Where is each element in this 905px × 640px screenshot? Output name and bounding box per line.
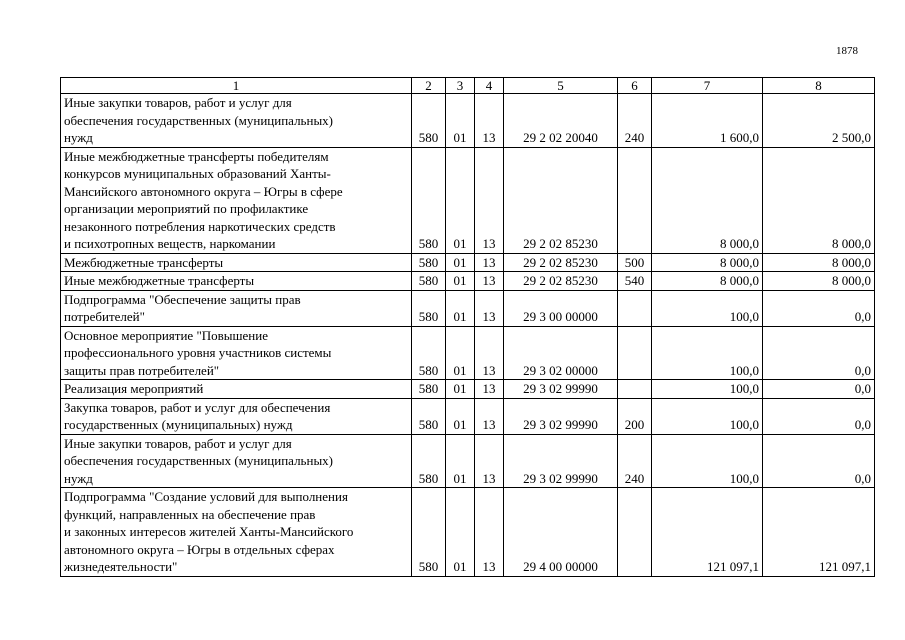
header-cell: 4 bbox=[475, 78, 504, 94]
code-subsection-cell: 13 bbox=[475, 434, 504, 488]
code-target-cell: 29 3 02 99990 bbox=[504, 398, 618, 434]
code-subsection-cell: 13 bbox=[475, 398, 504, 434]
code-section-cell: 01 bbox=[446, 147, 475, 253]
code-admin-cell: 580 bbox=[412, 398, 446, 434]
code-target-cell: 29 3 02 99990 bbox=[504, 380, 618, 399]
code-subsection-cell: 13 bbox=[475, 488, 504, 577]
code-expense-type-cell bbox=[618, 380, 652, 399]
code-admin-cell: 580 bbox=[412, 272, 446, 291]
row-name-cell: Подпрограмма "Обеспечение защиты прав потребителей" bbox=[61, 290, 412, 326]
code-section-cell: 01 bbox=[446, 398, 475, 434]
table-row bbox=[61, 290, 875, 326]
code-expense-type-cell bbox=[618, 290, 652, 326]
header-cell: 3 bbox=[446, 78, 475, 94]
table-row bbox=[61, 380, 875, 399]
table-row bbox=[61, 398, 875, 434]
amount-cell-8: 121 097,1 bbox=[763, 488, 875, 577]
row-name-cell: Основное мероприятие "Повышение профессионального уровня участников системы защиты прав потребителей" bbox=[61, 326, 412, 380]
header-cell: 2 bbox=[412, 78, 446, 94]
amount-cell-7: 100,0 bbox=[652, 380, 763, 399]
code-section-cell: 01 bbox=[446, 380, 475, 399]
code-section-cell: 01 bbox=[446, 272, 475, 291]
amount-cell-7: 100,0 bbox=[652, 398, 763, 434]
code-section-cell: 01 bbox=[446, 94, 475, 148]
amount-cell-8: 0,0 bbox=[763, 326, 875, 380]
row-name-cell: Подпрограмма "Создание условий для выполнения функций, направленных на обеспечение прав и законных интересов жителей Ханты-Мансийского автономного округа – Югры в отдельных сферах жизнедеятельности" bbox=[61, 488, 412, 577]
row-name-cell: Иные закупки товаров, работ и услуг для обеспечения государственных (муниципальных) нужд bbox=[61, 94, 412, 148]
budget-table bbox=[60, 77, 875, 577]
code-expense-type-cell bbox=[618, 326, 652, 380]
row-name-cell: Реализация мероприятий bbox=[61, 380, 412, 399]
table-row bbox=[61, 147, 875, 253]
row-name-cell: Иные межбюджетные трансферты победителям конкурсов муниципальных образований Ханты- Мансийского автономного округа – Югры в сфере организации мероприятий по профилактике незаконного потребления наркотических средств и психотропных веществ, наркомании bbox=[61, 147, 412, 253]
amount-cell-7: 100,0 bbox=[652, 434, 763, 488]
page-number: 1878 bbox=[836, 45, 858, 57]
code-section-cell: 01 bbox=[446, 488, 475, 577]
table-row bbox=[61, 272, 875, 291]
row-name-cell: Межбюджетные трансферты bbox=[61, 253, 412, 272]
code-expense-type-cell: 240 bbox=[618, 94, 652, 148]
amount-cell-7: 121 097,1 bbox=[652, 488, 763, 577]
amount-cell-7: 8 000,0 bbox=[652, 272, 763, 291]
code-expense-type-cell: 540 bbox=[618, 272, 652, 291]
code-admin-cell: 580 bbox=[412, 94, 446, 148]
code-expense-type-cell bbox=[618, 488, 652, 577]
amount-cell-7: 8 000,0 bbox=[652, 253, 763, 272]
code-section-cell: 01 bbox=[446, 434, 475, 488]
table-row bbox=[61, 253, 875, 272]
code-target-cell: 29 3 00 00000 bbox=[504, 290, 618, 326]
code-subsection-cell: 13 bbox=[475, 290, 504, 326]
code-subsection-cell: 13 bbox=[475, 147, 504, 253]
amount-cell-7: 100,0 bbox=[652, 326, 763, 380]
header-row bbox=[61, 78, 875, 94]
code-subsection-cell: 13 bbox=[475, 94, 504, 148]
amount-cell-8: 8 000,0 bbox=[763, 147, 875, 253]
amount-cell-8: 0,0 bbox=[763, 434, 875, 488]
amount-cell-8: 0,0 bbox=[763, 398, 875, 434]
table-body bbox=[61, 78, 875, 577]
code-admin-cell: 580 bbox=[412, 253, 446, 272]
code-expense-type-cell: 500 bbox=[618, 253, 652, 272]
amount-cell-7: 100,0 bbox=[652, 290, 763, 326]
code-subsection-cell: 13 bbox=[475, 326, 504, 380]
code-admin-cell: 580 bbox=[412, 290, 446, 326]
amount-cell-7: 8 000,0 bbox=[652, 147, 763, 253]
code-admin-cell: 580 bbox=[412, 326, 446, 380]
code-target-cell: 29 3 02 00000 bbox=[504, 326, 618, 380]
code-expense-type-cell bbox=[618, 147, 652, 253]
code-target-cell: 29 2 02 85230 bbox=[504, 272, 618, 291]
amount-cell-8: 0,0 bbox=[763, 290, 875, 326]
row-name-cell: Закупка товаров, работ и услуг для обеспечения государственных (муниципальных) нужд bbox=[61, 398, 412, 434]
code-admin-cell: 580 bbox=[412, 147, 446, 253]
header-cell: 5 bbox=[504, 78, 618, 94]
code-subsection-cell: 13 bbox=[475, 272, 504, 291]
code-subsection-cell: 13 bbox=[475, 380, 504, 399]
code-expense-type-cell: 240 bbox=[618, 434, 652, 488]
amount-cell-7: 1 600,0 bbox=[652, 94, 763, 148]
amount-cell-8: 0,0 bbox=[763, 380, 875, 399]
table-row bbox=[61, 434, 875, 488]
code-admin-cell: 580 bbox=[412, 488, 446, 577]
row-name-cell: Иные закупки товаров, работ и услуг для обеспечения государственных (муниципальных) нужд bbox=[61, 434, 412, 488]
table-row bbox=[61, 488, 875, 577]
header-cell: 7 bbox=[652, 78, 763, 94]
code-target-cell: 29 4 00 00000 bbox=[504, 488, 618, 577]
amount-cell-8: 8 000,0 bbox=[763, 272, 875, 291]
header-cell: 8 bbox=[763, 78, 875, 94]
amount-cell-8: 2 500,0 bbox=[763, 94, 875, 148]
code-admin-cell: 580 bbox=[412, 434, 446, 488]
table-row bbox=[61, 326, 875, 380]
code-admin-cell: 580 bbox=[412, 380, 446, 399]
code-expense-type-cell: 200 bbox=[618, 398, 652, 434]
code-section-cell: 01 bbox=[446, 253, 475, 272]
code-target-cell: 29 2 02 85230 bbox=[504, 147, 618, 253]
header-cell: 6 bbox=[618, 78, 652, 94]
code-target-cell: 29 2 02 20040 bbox=[504, 94, 618, 148]
code-subsection-cell: 13 bbox=[475, 253, 504, 272]
code-section-cell: 01 bbox=[446, 326, 475, 380]
header-cell: 1 bbox=[61, 78, 412, 94]
table-row bbox=[61, 94, 875, 148]
row-name-cell: Иные межбюджетные трансферты bbox=[61, 272, 412, 291]
code-target-cell: 29 3 02 99990 bbox=[504, 434, 618, 488]
amount-cell-8: 8 000,0 bbox=[763, 253, 875, 272]
code-section-cell: 01 bbox=[446, 290, 475, 326]
code-target-cell: 29 2 02 85230 bbox=[504, 253, 618, 272]
